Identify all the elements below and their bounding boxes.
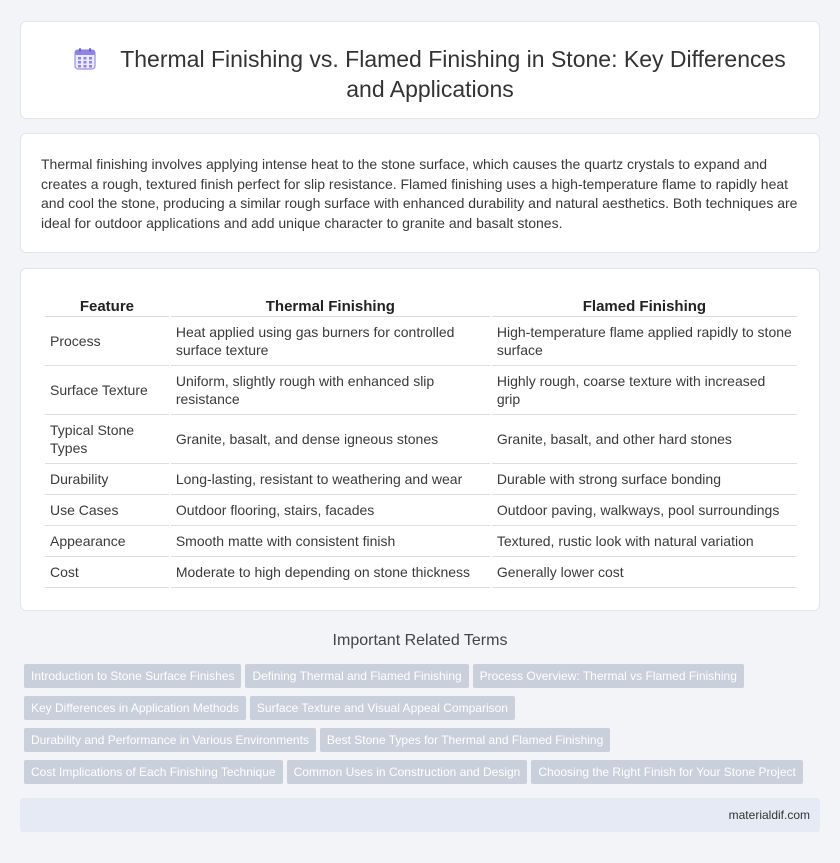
- column-header-feature: Feature: [45, 297, 169, 317]
- title-wrap: [61, 44, 799, 104]
- related-term-chip[interactable]: Common Uses in Construction and Design: [287, 760, 528, 784]
- cell-flamed: High-temperature flame applied rapidly to stone surface: [492, 317, 797, 366]
- cell-thermal: Long-lasting, resistant to weathering and wear: [171, 464, 490, 495]
- table-row: [45, 366, 797, 415]
- cell-flamed: Granite, basalt, and other hard stones: [492, 415, 797, 464]
- table-row: [45, 317, 797, 366]
- chip-row: [24, 760, 824, 792]
- footer-site-link[interactable]: materialdif.com: [728, 808, 810, 822]
- related-terms-heading: Important Related Terms: [332, 632, 508, 649]
- related-terms-list: [24, 664, 824, 792]
- comparison-table: [43, 297, 799, 588]
- cell-feature: Use Cases: [45, 495, 169, 526]
- table-row: [45, 464, 797, 495]
- cell-feature: Appearance: [45, 526, 169, 557]
- related-term-chip[interactable]: Introduction to Stone Surface Finishes: [24, 664, 241, 688]
- intro-card: [20, 133, 820, 253]
- comparison-table-card: [20, 268, 820, 611]
- chip-row: [24, 728, 824, 760]
- cell-thermal: Heat applied using gas burners for controlled surface texture: [171, 317, 490, 366]
- intro-paragraph: Thermal finishing involves applying intense heat to the stone surface, which causes the quartz crystals to expand and creates a rough, textured finish perfect for slip resistance. Flamed finishing uses a high-temperature flame to rapidly heat and cool the stone, producing a similar rough surface with enhanced durability and natural aesthetics. Both techniques are ideal for outdoor applications and add unique character to granite and basalt stones.: [41, 156, 798, 231]
- cell-flamed: Highly rough, coarse texture with increased grip: [492, 366, 797, 415]
- table-row: [45, 415, 797, 464]
- table-header-row: [45, 297, 797, 317]
- related-term-chip[interactable]: Surface Texture and Visual Appeal Comparison: [250, 696, 515, 720]
- page-title: [61, 44, 799, 104]
- cell-flamed: Textured, rustic look with natural variation: [492, 526, 797, 557]
- column-header-flamed: Flamed Finishing: [492, 297, 797, 317]
- related-term-chip[interactable]: Key Differences in Application Methods: [24, 696, 246, 720]
- footer: [20, 798, 820, 832]
- cell-flamed: Generally lower cost: [492, 557, 797, 588]
- related-term-chip[interactable]: Cost Implications of Each Finishing Technique: [24, 760, 283, 784]
- related-term-chip[interactable]: Process Overview: Thermal vs Flamed Finishing: [473, 664, 744, 688]
- title-card: [20, 21, 820, 119]
- cell-feature: Surface Texture: [45, 366, 169, 415]
- related-term-chip[interactable]: Best Stone Types for Thermal and Flamed Finishing: [320, 728, 610, 752]
- table-row: [45, 495, 797, 526]
- table-row: [45, 557, 797, 588]
- chip-row: [24, 696, 824, 728]
- chip-row: [24, 664, 824, 696]
- cell-feature: Durability: [45, 464, 169, 495]
- related-term-chip[interactable]: Defining Thermal and Flamed Finishing: [245, 664, 468, 688]
- cell-thermal: Uniform, slightly rough with enhanced slip resistance: [171, 366, 490, 415]
- cell-feature: Typical Stone Types: [45, 415, 169, 464]
- related-term-chip[interactable]: Durability and Performance in Various Environments: [24, 728, 316, 752]
- related-term-chip[interactable]: Choosing the Right Finish for Your Stone Project: [531, 760, 802, 784]
- column-header-thermal: Thermal Finishing: [171, 297, 490, 317]
- cell-thermal: Granite, basalt, and dense igneous stones: [171, 415, 490, 464]
- cell-flamed: Outdoor paving, walkways, pool surroundings: [492, 495, 797, 526]
- cell-feature: Cost: [45, 557, 169, 588]
- cell-flamed: Durable with strong surface bonding: [492, 464, 797, 495]
- cell-thermal: Outdoor flooring, stairs, facades: [171, 495, 490, 526]
- cell-thermal: Smooth matte with consistent finish: [171, 526, 490, 557]
- cell-thermal: Moderate to high depending on stone thickness: [171, 557, 490, 588]
- cell-feature: Process: [45, 317, 169, 366]
- table-row: [45, 526, 797, 557]
- calendar-grid-icon: [74, 48, 96, 70]
- page-title-text: Thermal Finishing vs. Flamed Finishing in Stone: Key Differences and Applications: [120, 46, 786, 102]
